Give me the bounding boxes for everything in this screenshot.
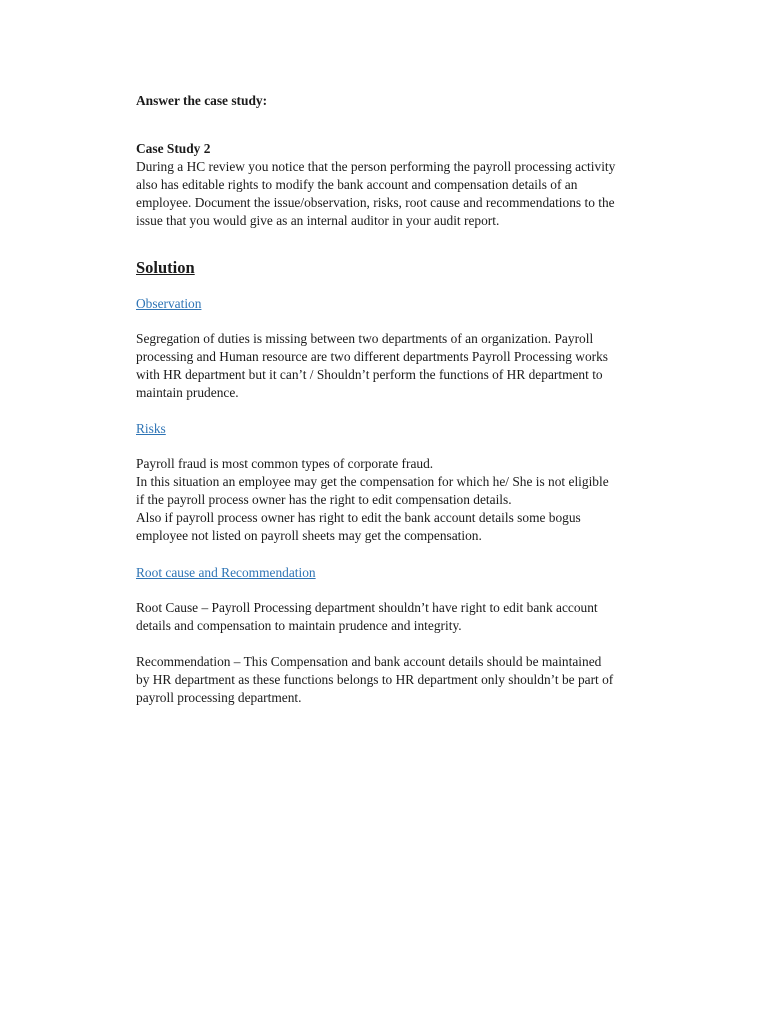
case-line: During a HC review you notice that the person performing the payroll processing activity (136, 159, 616, 174)
recommendation-line: payroll processing department. (136, 690, 302, 705)
risks-line: employee not listed on payroll sheets may get the compensation. (136, 528, 482, 543)
observation-line: processing and Human resource are two different departments Payroll Processing works (136, 349, 609, 364)
observation-line: maintain prudence. (136, 385, 239, 400)
recommendation-text (136, 653, 681, 707)
observation-heading: Observation (136, 296, 202, 311)
risks-text (136, 455, 681, 545)
solution-heading: Solution (136, 258, 195, 277)
root-cause-line: Root Cause – Payroll Processing department shouldn’t have right to edit bank account (136, 600, 598, 615)
case-line: also has editable rights to modify the bank account and compensation details of an (136, 177, 578, 192)
case-study-title: Case Study 2 (136, 141, 211, 156)
observation-line: with HR department but it can’t / Shouldn’t perform the functions of HR department to (136, 367, 603, 382)
recommendation-line: Recommendation – This Compensation and bank account details should be maintained (136, 654, 602, 669)
observation-line: Segregation of duties is missing between two departments of an organization. Payroll (136, 331, 594, 346)
risks-line: Payroll fraud is most common types of corporate fraud. (136, 456, 434, 471)
recommendation-line: by HR department as these functions belongs to HR department only shouldn’t be part of (136, 672, 614, 687)
case-line: issue that you would give as an internal auditor in your audit report. (136, 213, 500, 228)
case-line: employee. Document the issue/observation, risks, root cause and recommendations to the (136, 195, 615, 210)
intro-heading: Answer the case study: (136, 93, 268, 108)
document-page (136, 92, 681, 707)
risks-line: if the payroll process owner has the right to edit compensation details. (136, 492, 512, 507)
risks-line: In this situation an employee may get the compensation for which he/ She is not eligible (136, 474, 609, 489)
case-study-text (136, 158, 681, 230)
root-cause-text (136, 599, 681, 635)
root-cause-recommendation-heading: Root cause and Recommendation (136, 565, 316, 580)
risks-heading: Risks (136, 421, 166, 436)
risks-line: Also if payroll process owner has right to edit the bank account details some bogus (136, 510, 581, 525)
observation-text (136, 330, 681, 402)
root-cause-line: details and compensation to maintain prudence and integrity. (136, 618, 462, 633)
